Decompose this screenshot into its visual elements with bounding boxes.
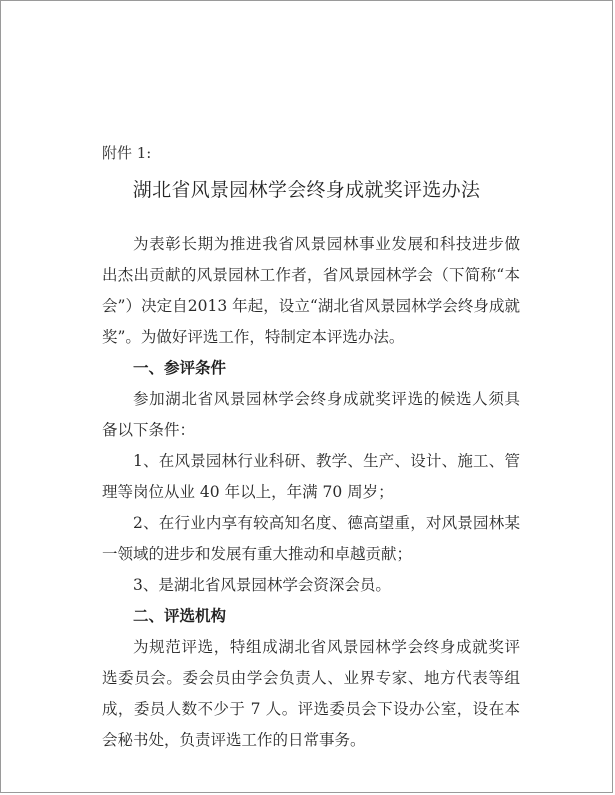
eligibility-condition-1: 1、在风景园林行业科研、教学、生产、设计、施工、管理等岗位从业 40 年以上，年满 70 周岁；: [102, 452, 520, 501]
section-heading-eligibility: 一、参评条件: [133, 359, 227, 377]
eligibility-condition-2: 2、在行业内享有较高知名度、德高望重，对风景园林某一领域的进步和发展有重大推动和卓越贡献；: [102, 514, 520, 563]
section-heading-committee: 二、评选机构: [133, 607, 227, 625]
eligibility-condition-3: 3、是湖北省风景园林学会资深会员。: [133, 576, 391, 594]
intro-paragraph: 为表彰长期为推进我省风景园林事业发展和科技进步做出杰出贡献的风景园林工作者，省风景园林学会（下简称“本会”）决定自2013 年起，设立“湖北省风景园林学会终身成就奖”。为做好评选工作，特制定本评选办法。: [102, 235, 520, 346]
eligibility-paragraph: 参加湖北省风景园林学会终身成就奖评选的候选人须具备以下条件：: [102, 390, 520, 439]
document-body: [102, 229, 520, 756]
committee-paragraph: 为规范评选，特组成湖北省风景园林学会终身成就奖评选委员会。委会员由学会负责人、业界专家、地方代表等组成，委员人数不少于 7 人。评选委员会下设办公室，设在本会秘书处，负责评选工作的日常事务。: [102, 638, 520, 749]
document-title: 湖北省风景园林学会终身成就奖评选办法: [132, 179, 481, 201]
attachment-label: 附件 1:: [102, 144, 152, 162]
